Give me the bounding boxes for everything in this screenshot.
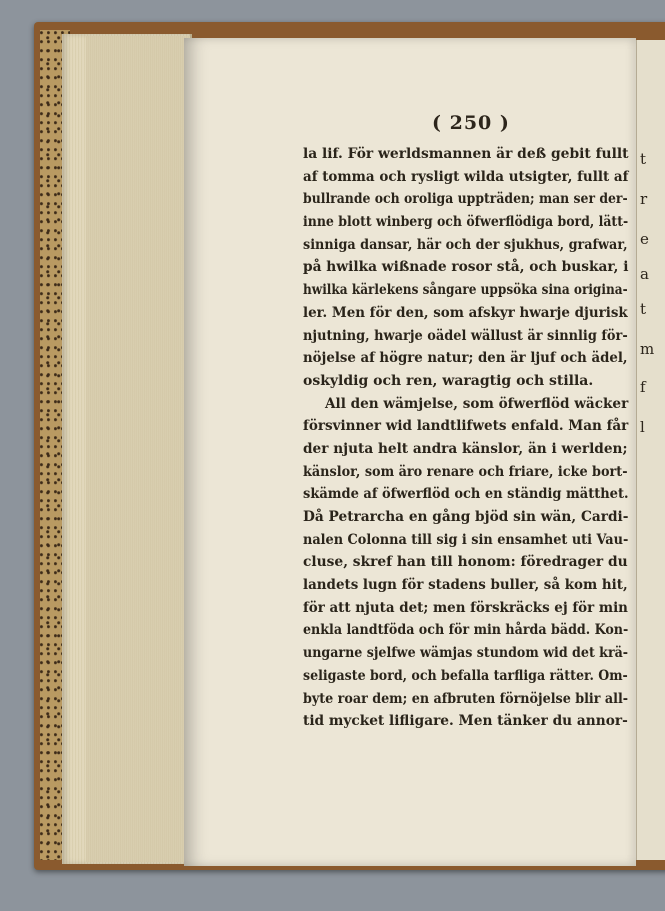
- text-line-content: seligaste bord, och befalla tarfliga rätter. Om-: [303, 667, 628, 684]
- edge-glyph: m: [640, 340, 655, 358]
- text-line: [303, 710, 628, 733]
- text-line-content: ler. Men för den, som afskyr hwarje djurisk: [303, 304, 628, 321]
- text-line: [303, 256, 628, 279]
- text-line: [303, 506, 628, 529]
- body-text: [303, 143, 628, 733]
- text-line: [303, 415, 628, 438]
- text-line-content: hwilka kärlekens sångare uppsöka sina origina-: [303, 282, 628, 299]
- edge-glyph: t: [640, 150, 647, 168]
- edge-glyph: f: [640, 378, 646, 396]
- text-line-content: ungarne sjelfwe wämjas stundom wid det krä-: [303, 645, 629, 662]
- text-line-content: bullrande och oroliga uppträden; man ser der-: [303, 191, 628, 208]
- text-line: [303, 370, 628, 393]
- text-line-content: nöjelse af högre natur; den är ljuf och ädel,: [303, 350, 628, 367]
- text-line-content: la lif. För werldsmannen är deß gebit fullt: [303, 146, 629, 162]
- text-line-content: sinniga dansar, här och der sjukhus, grafwar,: [303, 236, 628, 253]
- text-line-content: oskyldig och ren, waragtig och stilla.: [303, 372, 594, 389]
- text-line-content: landets lugn för stadens buller, så kom hit,: [303, 577, 628, 594]
- text-line: [303, 188, 628, 211]
- text-line: [303, 166, 628, 189]
- text-line-content: inne blott winberg och öfwerflödiga bord, lätt-: [303, 214, 629, 231]
- page-number: ( 250 ): [432, 112, 510, 134]
- text-line: [303, 393, 628, 416]
- edge-glyph: t: [640, 300, 647, 318]
- text-line-content: känslor, som äro renare och friare, icke bort-: [303, 463, 628, 480]
- text-line: [303, 461, 628, 484]
- text-line: [303, 597, 628, 620]
- text-line: [303, 642, 628, 665]
- text-line: [303, 325, 628, 348]
- edge-glyph: l: [640, 418, 645, 436]
- text-line: [303, 347, 628, 370]
- text-line: [303, 211, 628, 234]
- edge-glyph: e: [640, 230, 649, 248]
- text-line: [303, 302, 628, 325]
- text-line: [303, 143, 628, 166]
- text-line-content: försvinner wid landtlifwets enfald. Man får: [303, 418, 629, 435]
- text-line: [303, 279, 628, 302]
- text-line: [303, 619, 628, 642]
- text-line-content: Då Petrarcha en gång bjöd sin wän, Cardi-: [303, 509, 629, 525]
- text-line-content: af tomma och rysligt wilda utsigter, fullt af: [303, 168, 629, 185]
- text-line: [303, 574, 628, 597]
- text-line-content: tid mycket lifligare. Men tänker du annor-: [303, 713, 628, 730]
- left-page-stack: [86, 36, 190, 862]
- text-line: [303, 438, 628, 461]
- text-line-content: nalen Colonna till sig i sin ensamhet uti Vau-: [303, 531, 629, 548]
- text-line-content: för att njuta det; men förskräcks ej för min: [303, 599, 628, 616]
- text-line: [303, 529, 628, 552]
- text-line: [303, 234, 628, 257]
- text-line: [303, 483, 628, 506]
- text-line-content: skämde af öfwerflöd och en ständig mätthet.: [303, 486, 629, 503]
- edge-glyph: r: [640, 190, 648, 208]
- text-line: [303, 551, 628, 574]
- text-line-content: på hwilka wißnade rosor stå, och buskar, i: [303, 259, 629, 276]
- text-line: [303, 688, 628, 711]
- text-line: [303, 665, 628, 688]
- text-line-content: njutning, hwarje oädel wällust är sinnlig för-: [303, 327, 628, 344]
- text-line-content: enkla landtföda och för min hårda bädd. Kon-: [303, 622, 629, 639]
- text-line-content: cluse, skref han till honom: föredrager du: [303, 554, 628, 571]
- text-line-content: der njuta helt andra känslor, än i werlden;: [303, 440, 628, 457]
- edge-glyph: a: [640, 265, 649, 283]
- text-line-content: All den wämjelse, som öfwerflöd wäcker: [325, 395, 629, 412]
- text-line-content: byte roar dem; en afbruten förnöjelse blir all-: [303, 690, 629, 707]
